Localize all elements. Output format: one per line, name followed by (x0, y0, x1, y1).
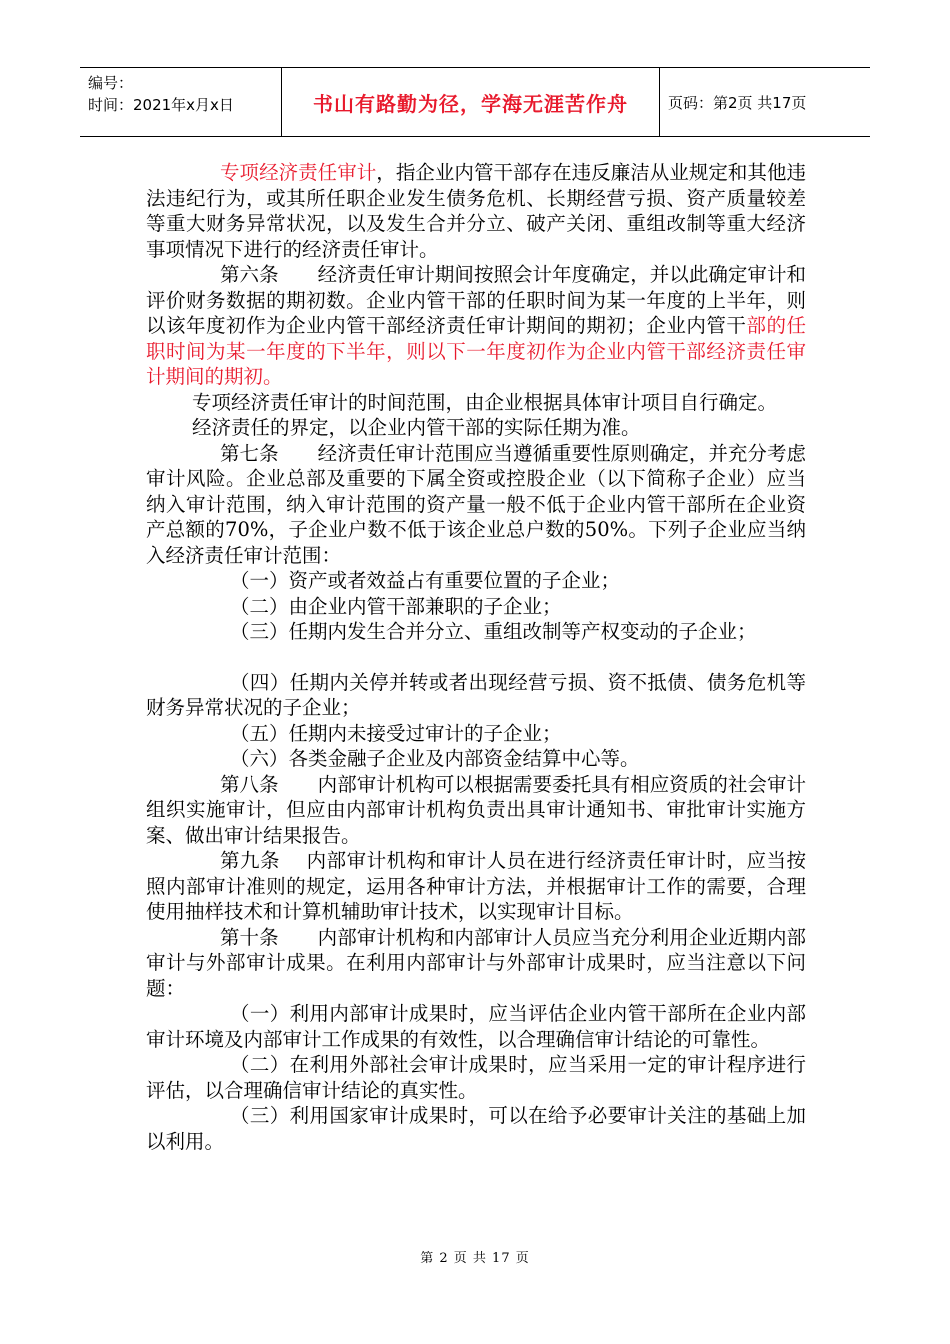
paragraph-text: 专项经济责任审计的时间范围，由企业根据具体审计项目自行确定。 (192, 390, 778, 414)
body-paragraph (146, 568, 806, 594)
body-paragraph (146, 619, 806, 645)
body-paragraph (146, 746, 806, 772)
document-number-label: 编号： (88, 74, 134, 92)
body-paragraph (146, 1052, 806, 1103)
paragraph-text: 第九条 内部审计机构和审计人员在进行经济责任审计时，应当按照内部审计准则的规定，运用各种审计方法，并根据审计工作的需要，合理使用抽样技术和计算机辅助审计技术，以实现审计目标。 (146, 849, 806, 923)
paragraph-text: 第十条 内部审计机构和内部审计人员应当充分利用企业近期内部审计与外部审计成果。在利用内部审计与外部审计成果时，应当注意以下问题： (146, 925, 806, 1000)
body-paragraph (146, 160, 806, 262)
paragraph-text: （三）任期内发生合并分立、重组改制等产权变动的子企业； (230, 620, 757, 643)
paragraph-text: 第七条 经济责任审计范围应当遵循重要性原则确定，并充分考虑审计风险。企业总部及重要的下属全资或控股企业（以下简称子企业）应当纳入审计范围，纳入审计范围的资产量一般不低于企业内管干部所在企业资产总额的70%，子企业户数不低于该企业总户数的50%。下列子企业应当纳入经济责任审计范围： (146, 441, 806, 567)
paragraph-text: 第八条 内部审计机构可以根据需要委托具有相应资质的社会审计组织实施审计，但应由内部审计机构负责出具审计通知书、审批审计实施方案、做出审计结果报告。 (146, 772, 806, 847)
paragraph-text: ，指企业内管干部存在违反廉洁从业规定和其他违法违纪行为，或其所任职企业发生债务危机、长期经营亏损、资产质量较差等重大财务异常状况，以及发生合并分立、破产关闭、重组改制等重大经济事项情况下进行的经济责任审计。 (146, 161, 806, 261)
body-paragraph (146, 262, 806, 390)
header-meta (80, 68, 282, 136)
paragraph-text: （二）由企业内管干部兼职的子企业； (230, 594, 562, 618)
highlighted-text: 部的任职时间为某一年度的下半年，则以下一年度初作为企业内管干部经济责任审计期间的期初。 (146, 314, 806, 388)
paragraph-text: 经济责任的界定，以企业内管干部的实际任期为准。 (192, 416, 641, 439)
body-paragraph (146, 1001, 806, 1052)
page-header (80, 67, 870, 137)
body-paragraph (146, 441, 806, 569)
body-paragraph (146, 848, 806, 925)
page-footer: 第 2 页 共 17 页 (420, 1251, 530, 1266)
document-body (146, 160, 806, 1154)
document-time-label: 时间：2021年x月x日 (88, 96, 234, 114)
body-paragraph (146, 925, 806, 1002)
paragraph-text: （三）利用国家审计成果时，可以在给予必要审计关注的基础上加以利用。 (146, 1104, 806, 1153)
paragraph-text: （五）任期内未接受过审计的子企业； (230, 721, 562, 745)
paragraph-text: （二）在利用外部社会审计成果时，应当采用一定的审计程序进行评估，以合理确信审计结论的真实性。 (146, 1053, 806, 1102)
paragraph-text: （四）任期内关停并转或者出现经营亏损、资不抵债、债务危机等财务异常状况的子企业； (146, 670, 806, 719)
body-paragraph (146, 594, 806, 620)
body-paragraph (146, 1103, 806, 1154)
blank-line (146, 645, 806, 670)
paragraph-text: 第六条 经济责任审计期间按照会计年度确定，并以此确定审计和评价财务数据的期初数。企业内管干部的任职时间为某一年度的上半年，则以该年度初作为企业内管干部经济责任审计期间的期初；企业内管干 (146, 263, 806, 337)
body-paragraph (146, 415, 806, 441)
paragraph-text: （一）利用内部审计成果时，应当评估企业内管干部所在企业内部审计环境及内部审计工作成果的有效性，以合理确信审计结论的可靠性。 (146, 1002, 806, 1051)
body-paragraph (146, 670, 806, 721)
header-motto: 书山有路勤为径，学海无涯苦作舟 (282, 68, 660, 136)
header-page-info: 页码：第2页 共17页 (668, 93, 807, 112)
paragraph-text: （一）资产或者效益占有重要位置的子企业； (230, 569, 621, 592)
highlighted-text: 专项经济责任审计 (220, 161, 377, 184)
paragraph-text: （六）各类金融子企业及内部资金结算中心等。 (230, 747, 640, 770)
body-paragraph (146, 721, 806, 747)
body-paragraph (146, 772, 806, 849)
body-paragraph (146, 390, 806, 416)
